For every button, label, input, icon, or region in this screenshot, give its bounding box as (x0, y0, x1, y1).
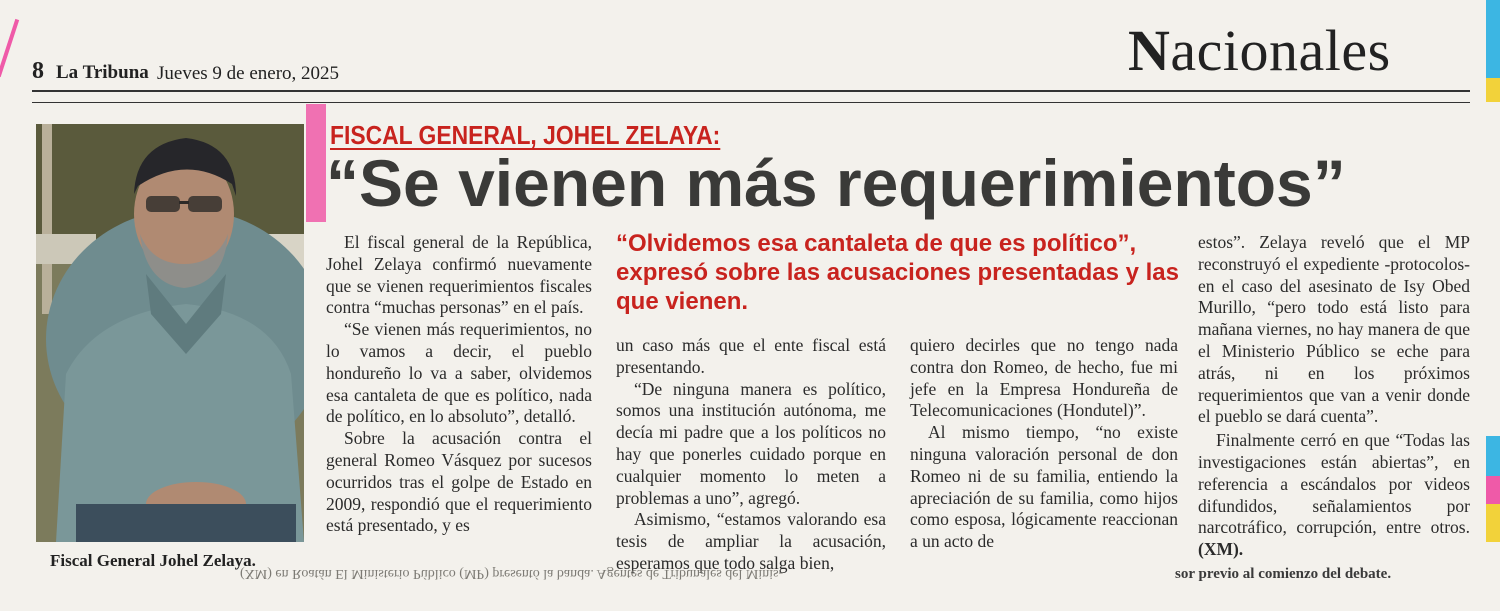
color-registration-cyan-2 (1486, 436, 1500, 476)
paragraph: El fiscal general de la República, Johel Zelaya confirmó nuevamente que se vienen requerimientos fiscales contra “muchas personas” en el país. (326, 232, 592, 318)
article-headline: “Se vienen más requerimientos” (326, 146, 1346, 220)
color-registration-yellow (1486, 78, 1500, 102)
portrait-illustration (36, 124, 304, 542)
page-number: 8 (32, 58, 44, 84)
paragraph: Sobre la acusación contra el general Romeo Vásquez por sucesos ocurridos tras el golpe de Estado en 2009, respondió que el requerimiento está presentado, y es (326, 428, 592, 536)
next-article-fragment: sor previo al comienzo del debate. (1175, 566, 1392, 582)
header-rule (32, 90, 1470, 92)
paragraph (1198, 430, 1470, 561)
article-column-1 (326, 232, 592, 537)
issue-date: Jueves 9 de enero, 2025 (157, 63, 340, 84)
color-registration-yellow-2 (1486, 504, 1500, 542)
article-kicker: FISCAL GENERAL, JOHEL ZELAYA: (330, 120, 721, 150)
article-column-3 (910, 335, 1178, 553)
article-column-2 (616, 335, 886, 575)
article-subheadline: “Olvidemos esa cantaleta de que es político”, expresó sobre las acusaciones presentadas y las que vienen. (616, 230, 1179, 315)
paragraph: “De ninguna manera es político, somos una institución autónoma, me decía mi padre que a los políticos no hay que ponerles cuidado porque en cualquier momento lo meten a problemas a uno”, agregó. (616, 378, 886, 508)
paragraph: estos”. Zelaya reveló que el MP reconstruyó el expediente -protocolos- en el caso del asesinato de Isy Obed Murillo, “pero todo está listo para mañana viernes, no hay manera de que el Ministerio Público se eche para atrás, ni en los próximos requerimientos que van a venir donde el pueblo se dará cuenta”. (1198, 232, 1470, 427)
section-title (1128, 18, 1391, 83)
paragraph: Al mismo tiempo, “no existe ninguna valoración personal de don Romeo ni de su familia, entiendo la apreciación de su familia, como hijos como esposa, lógicamente reaccionan a un acto de (910, 422, 1178, 552)
newspaper-name: La Tribuna (56, 62, 149, 83)
paragraph: Asimismo, “estamos valorando esa tesis de ampliar la acusación, esperamos que todo salga bien, (616, 509, 886, 573)
paragraph: un caso más que el ente fiscal está presentando. (616, 335, 886, 377)
highlighter-mark (306, 104, 326, 222)
section-title-initial: N (1128, 18, 1171, 83)
paragraph: quiero decirles que no tengo nada contra don Romeo, de hecho, fue mi jefe en la Empresa Hondureña de Telecomunicaciones (Hondutel)”. (910, 335, 1178, 421)
author-initials: (XM). (1198, 539, 1244, 560)
bleed-through-text: (XM) en Roatán El Ministerio Público (MP) presentó la banda. Agentes de Tribunales del Minis- (240, 566, 784, 581)
color-registration-magenta (1486, 476, 1500, 504)
color-registration-cyan (1486, 0, 1500, 78)
article-photo (36, 124, 304, 542)
pink-scribble-mark (0, 19, 19, 77)
article-column-4 (1198, 232, 1470, 561)
photo-caption: Fiscal General Johel Zelaya. (50, 551, 256, 570)
paragraph: “Se vienen más requerimientos, no lo vamos a decir, el pueblo hondureño lo va a saber, olvidemos esa cantaleta de que es político, nada de político, en lo absoluto”, detalló. (326, 319, 592, 427)
header-rule-thin (32, 102, 1470, 103)
section-title-rest: acionales (1170, 18, 1391, 83)
paragraph-text: Finalmente cerró en que “Todas las investigaciones están abiertas”, en referencia a escándalos por videos difundidos, señalamientos por narcotráfico, corrupción, entre otros. (1198, 430, 1470, 538)
